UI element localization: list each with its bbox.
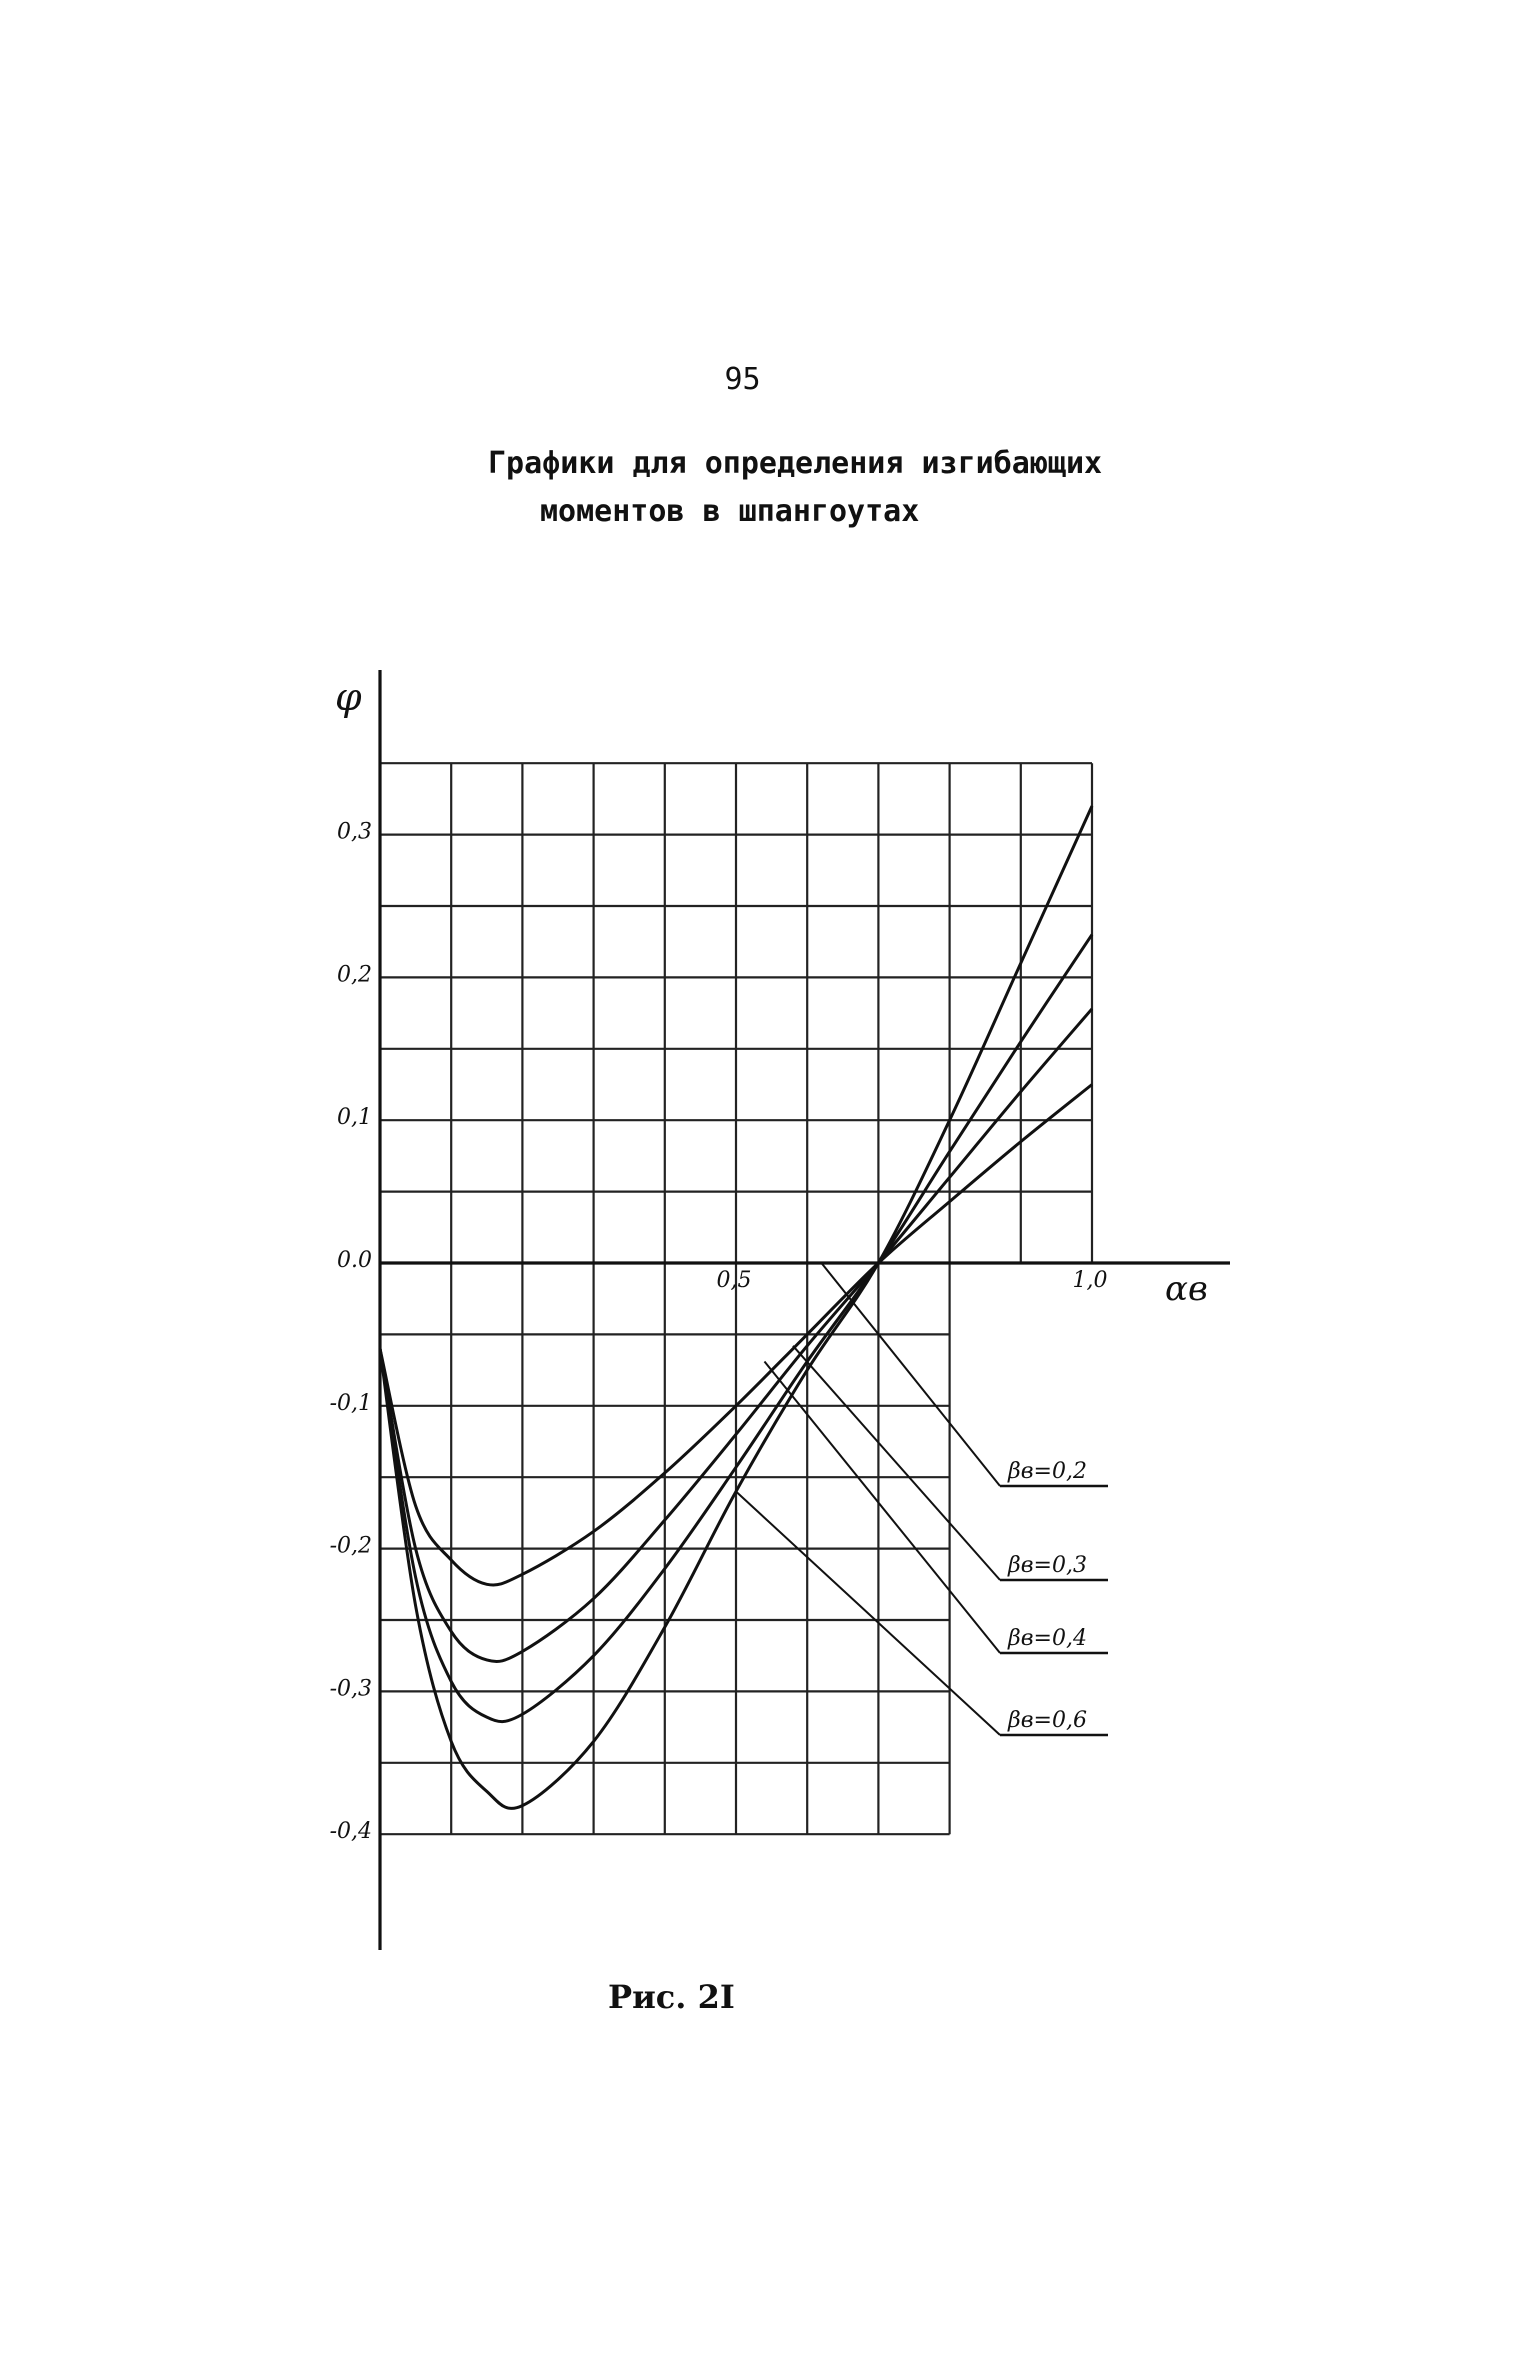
chart-grid: [380, 763, 1092, 1834]
legend-label-3: βв=0,6: [1008, 1708, 1087, 1733]
legend-label-1: βв=0,3: [1008, 1553, 1087, 1578]
y-axis-label: φ: [335, 675, 362, 719]
y-tick-label: 0,3: [337, 819, 372, 845]
y-tick-label: 0,2: [337, 962, 372, 988]
y-tick-label: 0,1: [337, 1105, 372, 1131]
legend-leader-1: [793, 1346, 1000, 1580]
y-tick-label: -0,2: [329, 1533, 372, 1559]
x-tick-label: 1,0: [1072, 1268, 1108, 1293]
legend-label-0: βв=0,2: [1008, 1459, 1087, 1484]
figure-caption: Рис. 2I: [608, 1978, 735, 2016]
page-number: 95: [724, 362, 761, 397]
y-tick-label: -0,3: [329, 1676, 372, 1702]
x-tick-label: 0,5: [716, 1268, 752, 1293]
legend-leader-3: [736, 1491, 1000, 1735]
chart-axes: [380, 670, 1230, 1950]
title-line-2: моментов в шпангоутах: [540, 494, 920, 529]
legend-leader-0: [821, 1263, 1000, 1486]
title-line-1: Графики для определения изгибающих: [488, 446, 1103, 481]
y-tick-label: 0.0: [337, 1248, 372, 1273]
x-axis-label: αв: [1165, 1269, 1208, 1309]
y-tick-label: -0,1: [329, 1390, 372, 1416]
legend-label-2: βв=0,4: [1008, 1626, 1087, 1651]
y-tick-label: -0,4: [329, 1819, 372, 1845]
